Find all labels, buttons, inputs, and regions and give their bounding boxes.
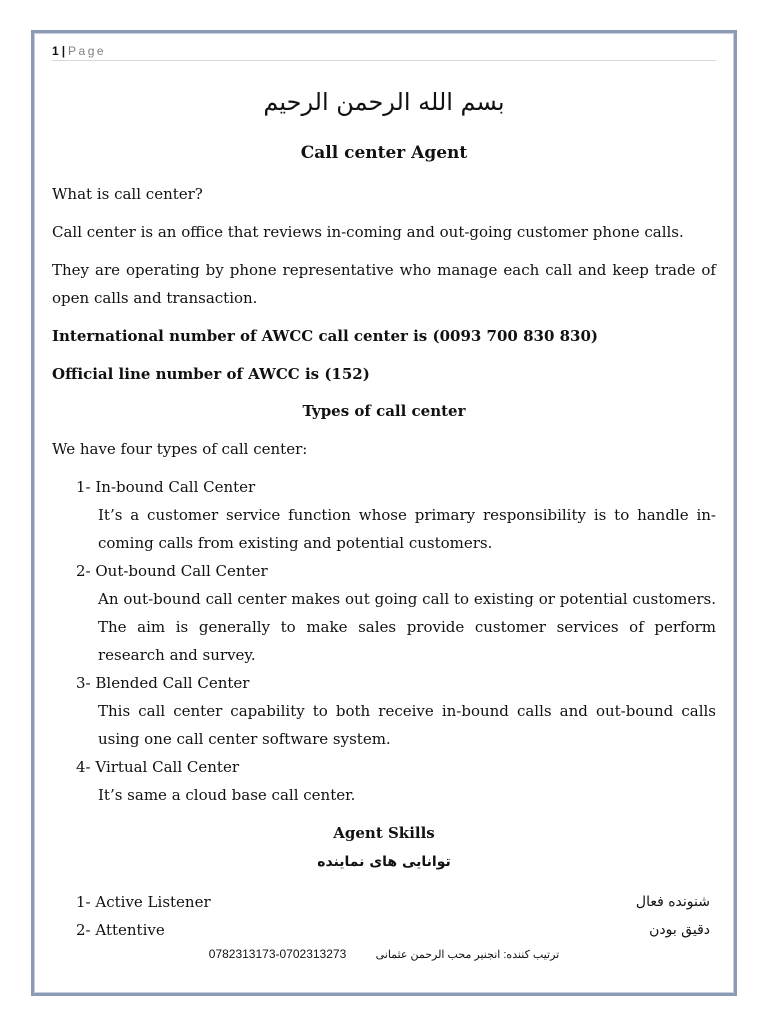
intro-definition: Call center is an office that reviews in-coming and out-going customer phone calls. [52,223,684,241]
footer-phone-numbers: 0782313173-0702313273 [208,947,347,961]
official-line-number: Official line number of AWCC is (152) [52,365,370,383]
skill-row [76,888,710,916]
international-number: International number of AWCC call center is (0093 700 830 830) [52,327,599,345]
type-item-label: 3- Blended Call Center [76,674,250,692]
type-item-desc: It’s same a cloud base call center. [98,786,356,804]
type-item-desc: An out-bound call center makes out going call to existing or potential customers. The aim is generally to make sales provide customer services of perform research and survey. [98,590,716,664]
skill-row [76,916,710,944]
page-word: Page [68,44,107,58]
page-number: 1 [52,44,59,58]
type-item-label: 4- Virtual Call Center [76,758,239,776]
intro-operation: They are operating by phone representative who manage each call and keep trade of open calls and transaction. [52,261,716,307]
intro-question: What is call center? [52,185,203,203]
page-title: Call center Agent [300,143,468,163]
page-header [52,44,716,61]
skills-heading-fa: توانایی های نماینده [317,854,451,870]
skill-label-en: 2- Attentive [76,921,165,939]
types-intro: We have four types of call center: [52,440,308,458]
header-separator: | [61,44,66,58]
skills-heading: Agent Skills [333,824,435,842]
type-item-desc: This call center capability to both receive in-bound calls and out-bound calls using one call center software system. [98,702,716,748]
type-item-label: 1- In-bound Call Center [76,478,256,496]
footer-compiler: ترتیب کننده: انجنیر محب الرحمن عثمانی [375,949,560,961]
page-footer [52,947,716,961]
type-item-label: 2- Out-bound Call Center [76,562,268,580]
types-heading: Types of call center [302,402,466,420]
bismillah-heading: بسم الله الرحمن الرحیم [263,88,505,116]
skill-label-fa: شنونده فعال [635,894,710,910]
skill-label-en: 1- Active Listener [76,893,211,911]
type-item-desc: It’s a customer service function whose primary responsibility is to handle in-coming calls from existing and potential customers. [98,506,716,552]
skill-label-fa: دقیق بودن [649,922,710,938]
